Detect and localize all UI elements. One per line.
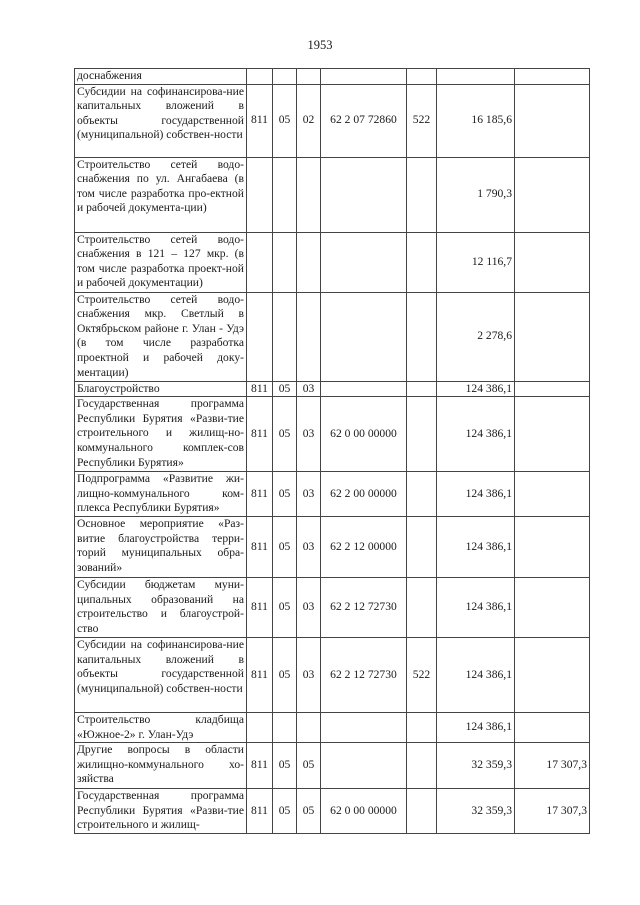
amount-secondary — [515, 516, 590, 577]
row-name: Строительство кладбища «Южное-2» г. Улан-Удэ — [75, 712, 247, 742]
amount: 124 386,1 — [437, 577, 515, 637]
subsection-code: 03 — [297, 397, 321, 472]
amount: 32 359,3 — [437, 743, 515, 789]
amount — [437, 69, 515, 85]
dept-code: 811 — [247, 397, 273, 472]
expense-type-code — [407, 292, 437, 381]
table-row — [75, 397, 590, 472]
row-name: доснабжения — [75, 69, 247, 85]
subsection-code: 03 — [297, 637, 321, 712]
subsection-code — [297, 292, 321, 381]
row-name: Благоустройство — [75, 381, 247, 397]
expense-type-code — [407, 472, 437, 517]
dept-code: 811 — [247, 84, 273, 157]
dept-code: 811 — [247, 381, 273, 397]
target-article-code — [321, 157, 407, 232]
target-article-code: 62 2 12 72730 — [321, 637, 407, 712]
subsection-code: 03 — [297, 577, 321, 637]
target-article-code: 62 0 00 00000 — [321, 397, 407, 472]
table-row — [75, 232, 590, 292]
table-row — [75, 157, 590, 232]
subsection-code — [297, 69, 321, 85]
budget-table — [74, 68, 590, 834]
dept-code — [247, 232, 273, 292]
amount-secondary — [515, 84, 590, 157]
target-article-code — [321, 232, 407, 292]
dept-code — [247, 712, 273, 742]
row-name: Основное мероприятие «Раз-витие благоустройства терри-торий муниципальных обра-зований» — [75, 516, 247, 577]
dept-code — [247, 157, 273, 232]
subsection-code — [297, 232, 321, 292]
section-code — [273, 292, 297, 381]
table-row — [75, 472, 590, 517]
section-code: 05 — [273, 84, 297, 157]
amount-secondary: 17 307,3 — [515, 743, 590, 789]
table-row — [75, 743, 590, 789]
subsection-code — [297, 157, 321, 232]
amount: 124 386,1 — [437, 397, 515, 472]
section-code: 05 — [273, 397, 297, 472]
section-code: 05 — [273, 637, 297, 712]
amount: 16 185,6 — [437, 84, 515, 157]
target-article-code — [321, 381, 407, 397]
row-name: Государственная программа Республики Бурятия «Разви-тие строительного и жилищ- — [75, 789, 247, 834]
subsection-code — [297, 712, 321, 742]
amount-secondary — [515, 712, 590, 742]
amount-secondary: 17 307,3 — [515, 789, 590, 834]
section-code — [273, 157, 297, 232]
row-name: Подпрограмма «Развитие жи-лищно-коммунального ком-плекса Республики Бурятия» — [75, 472, 247, 517]
expense-type-code: 522 — [407, 637, 437, 712]
row-name: Государственная программа Республики Бурятия «Разви-тие строительного и жилищ-но-коммунального комплек-сов Республики Бурятия» — [75, 397, 247, 472]
target-article-code: 62 0 00 00000 — [321, 789, 407, 834]
expense-type-code — [407, 516, 437, 577]
section-code — [273, 69, 297, 85]
subsection-code: 05 — [297, 789, 321, 834]
amount-secondary — [515, 397, 590, 472]
amount-secondary — [515, 637, 590, 712]
amount-secondary — [515, 232, 590, 292]
expense-type-code — [407, 789, 437, 834]
dept-code: 811 — [247, 789, 273, 834]
table-row — [75, 712, 590, 742]
expense-type-code — [407, 69, 437, 85]
expense-type-code — [407, 712, 437, 742]
section-code: 05 — [273, 472, 297, 517]
expense-type-code — [407, 397, 437, 472]
target-article-code — [321, 292, 407, 381]
row-name: Субсидии на софинансирова-ние капитальных вложений в объекты государственной (муниципальной) собствен-ности — [75, 637, 247, 712]
dept-code: 811 — [247, 637, 273, 712]
amount: 124 386,1 — [437, 381, 515, 397]
page-number: 1953 — [307, 38, 333, 52]
dept-code: 811 — [247, 743, 273, 789]
dept-code — [247, 292, 273, 381]
section-code: 05 — [273, 577, 297, 637]
target-article-code — [321, 69, 407, 85]
section-code: 05 — [273, 381, 297, 397]
section-code: 05 — [273, 789, 297, 834]
section-code: 05 — [273, 743, 297, 789]
amount: 1 790,3 — [437, 157, 515, 232]
target-article-code: 62 2 07 72860 — [321, 84, 407, 157]
expense-type-code — [407, 743, 437, 789]
table-row — [75, 69, 590, 85]
expense-type-code — [407, 232, 437, 292]
row-name: Субсидии бюджетам муни-ципальных образований на строительство и благоустрой-ство — [75, 577, 247, 637]
row-name: Другие вопросы в области жилищно-коммунального хо-зяйства — [75, 743, 247, 789]
amount: 2 278,6 — [437, 292, 515, 381]
subsection-code: 03 — [297, 516, 321, 577]
table-row — [75, 292, 590, 381]
dept-code — [247, 69, 273, 85]
expense-type-code: 522 — [407, 84, 437, 157]
section-code — [273, 232, 297, 292]
dept-code: 811 — [247, 472, 273, 517]
dept-code: 811 — [247, 516, 273, 577]
row-name: Субсидии на софинансирова-ние капитальных вложений в объекты государственной (муниципальной) собствен-ности — [75, 84, 247, 157]
row-name: Строительство сетей водо-снабжения в 121 – 127 мкр. (в том числе разработка проект-ной и рабочей документации) — [75, 232, 247, 292]
table-row — [75, 637, 590, 712]
table-row — [75, 516, 590, 577]
amount-secondary — [515, 381, 590, 397]
amount-secondary — [515, 157, 590, 232]
row-name: Строительство сетей водо-снабжения по ул. Ангабаева (в том числе разработка про-ектной и рабочей документа-ции) — [75, 157, 247, 232]
table-row — [75, 789, 590, 834]
target-article-code — [321, 712, 407, 742]
table-row — [75, 577, 590, 637]
amount: 12 116,7 — [437, 232, 515, 292]
expense-type-code — [407, 381, 437, 397]
table-row — [75, 381, 590, 397]
expense-type-code — [407, 577, 437, 637]
amount-secondary — [515, 577, 590, 637]
subsection-code: 02 — [297, 84, 321, 157]
row-name: Строительство сетей водо-снабжения мкр. Светлый в Октябрьском районе г. Улан - Удэ (в том числе разработка проектной и рабочей доку-ментации) — [75, 292, 247, 381]
subsection-code: 05 — [297, 743, 321, 789]
target-article-code: 62 2 00 00000 — [321, 472, 407, 517]
amount-secondary — [515, 292, 590, 381]
table-row — [75, 84, 590, 157]
amount: 32 359,3 — [437, 789, 515, 834]
target-article-code: 62 2 12 72730 — [321, 577, 407, 637]
amount: 124 386,1 — [437, 472, 515, 517]
amount-secondary — [515, 69, 590, 85]
amount-secondary — [515, 472, 590, 517]
amount: 124 386,1 — [437, 637, 515, 712]
subsection-code: 03 — [297, 472, 321, 517]
subsection-code: 03 — [297, 381, 321, 397]
amount: 124 386,1 — [437, 516, 515, 577]
section-code: 05 — [273, 516, 297, 577]
expense-type-code — [407, 157, 437, 232]
section-code — [273, 712, 297, 742]
amount: 124 386,1 — [437, 712, 515, 742]
target-article-code — [321, 743, 407, 789]
target-article-code: 62 2 12 00000 — [321, 516, 407, 577]
dept-code: 811 — [247, 577, 273, 637]
